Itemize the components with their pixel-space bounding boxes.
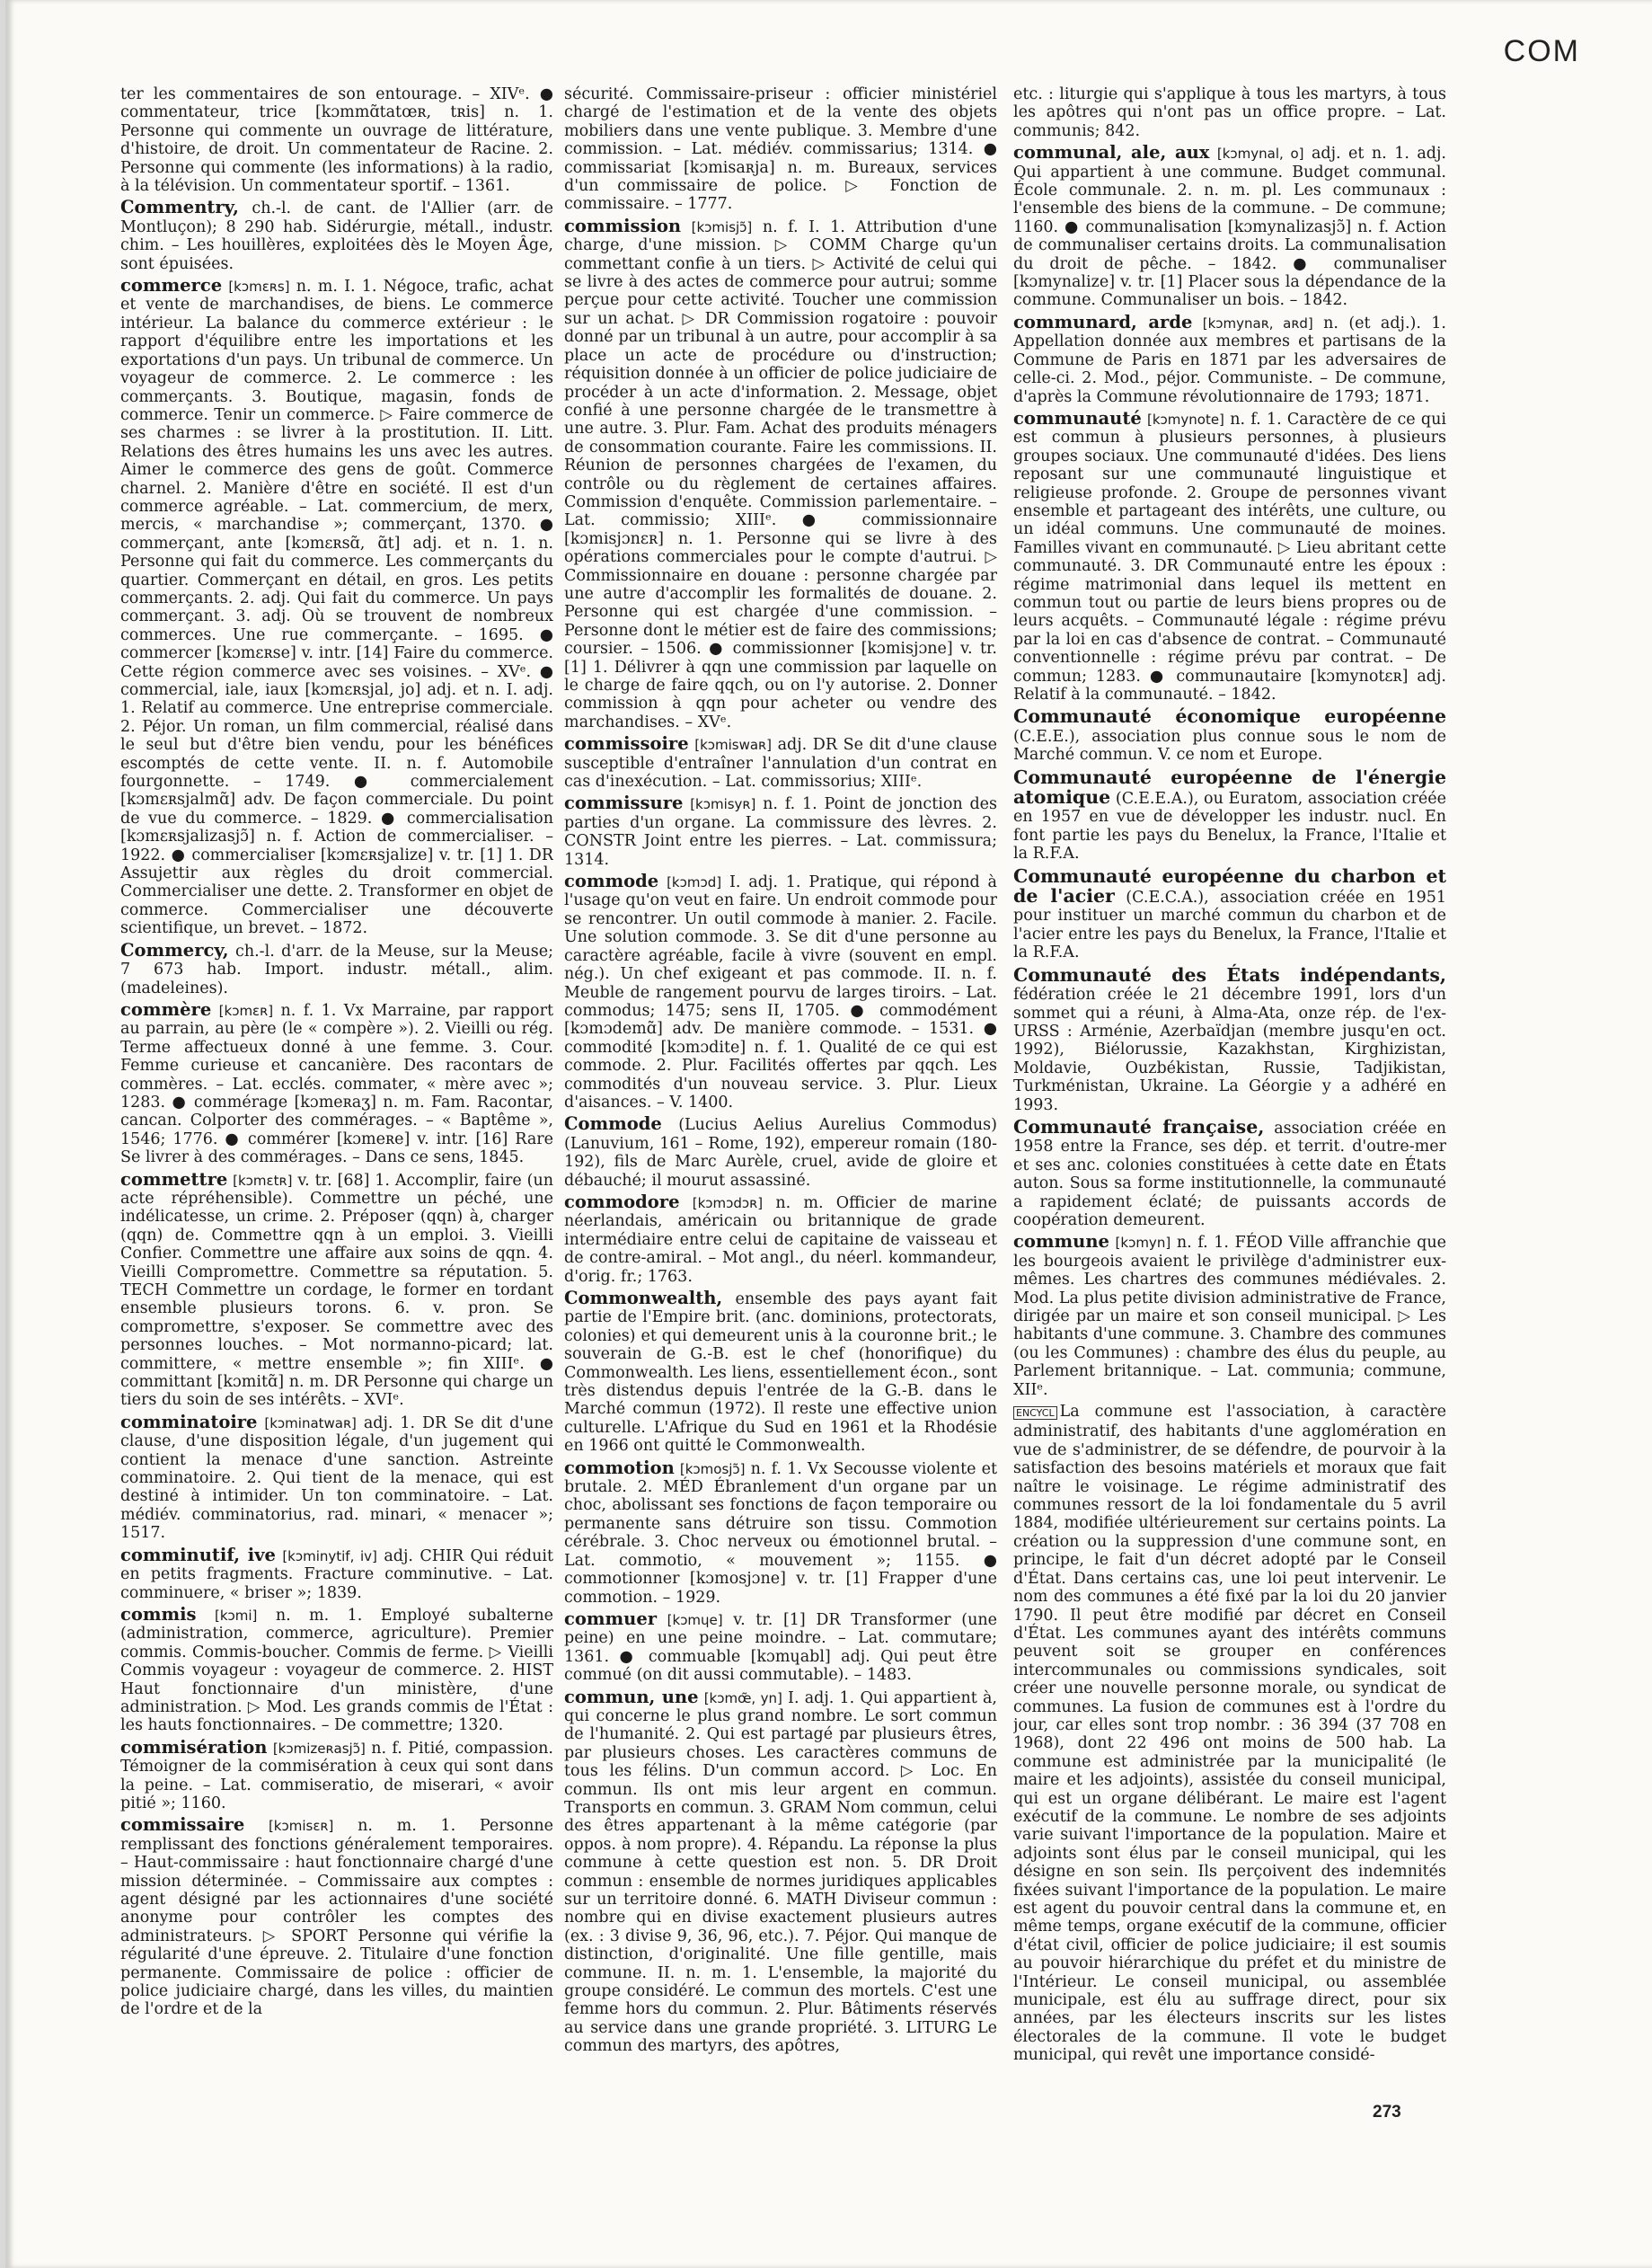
dictionary-entry [1013,864,1446,962]
entry-definition: ch.-l. d'arr. de la Meuse, sur la Meuse; 7 673 hab. Import. industr. métall., alim. (madeleines). [120,942,553,997]
dictionary-entry [564,1610,997,1685]
entry-headword: Commonwealth, [564,1288,723,1308]
dictionary-entry [1013,1115,1446,1229]
entry-headword: commissaire [120,1814,245,1836]
entry-definition: v. tr. [1] DR Transformer (une peine) en une peine moindre. – Lat. commutare; 1361. ● commuable [kɔmɥabl] adj. Qui peut être commué (on dit aussi commutable). – 1483. [564,1610,997,1685]
entry-definition: n. f. 1. FÉOD Ville affranchie que les bourgeois avaient le privilège d'administrer eux-mêmes. Les chartres des communes médiévales. 2. Mod. La plus petite division administrative de France, dirigée par un maire et son conseil municipal. ▷ Les habitants d'une commune. 3. Chambre des communes (ou les Communes) : chambre des élus du peuple, au Parlement britannique. – Lat. communia; commune, XIIᵉ. [1013,1234,1446,1399]
entry-headword: Commentry, [120,197,239,218]
dictionary-entry [1013,1403,1446,2065]
entry-definition: (Lucius Aelius Aurelius Commodus) (Lanuvium, 161 – Rome, 192), empereur romain (180-192), fils de Marc Aurèle, cruel, avide de gloire et débauché; il mourut assassiné. [564,1116,997,1190]
entry-headword: commissure [564,793,684,814]
entry-pronunciation: [kɔmi] [214,1607,258,1624]
entry-headword: commissoire [564,733,689,755]
entry-headword: commission [564,215,682,236]
dictionary-entry [120,1736,553,1813]
entry-headword: commettre [120,1168,228,1190]
entry-headword: Communauté des États indépendants, [1013,963,1446,986]
dictionary-entry [120,1413,553,1543]
entry-headword: Communauté française, [1013,1115,1265,1138]
entry-headword: comminutif, ive [120,1544,276,1565]
entry-definition: I. adj. 1. Qui appartient à, qui concerne le plus grand nombre. Le sort commun de l'humanité. 2. Qui est partagé par plusieurs êtres, par plusieurs choses. Les caractères communs de tous les félins. D'un commun accord. ▷ Loc. En commun. Ils ont mis leur argent en commun. Transports en commun. 3. GRAM Nom commun, celui des êtres appartenant à la même catégorie (par oppos. à nom propre). 4. Répandu. La réponse la plus commune à cette question est non. 5. DR Droit commun : ensemble de normes juridiques applicables sur un territoire donné. 6. MATH Diviseur commun : nombre qui en divise exactement plusieurs autres (ex. : 3 divise 9, 36, 96, etc.). 7. Péjor. Qui manque de distinction, d'originalité. Une fille gentille, mais commune. II. n. m. 1. L'ensemble, la majorité du groupe considéré. Le commun des mortels. C'est une femme hors du commun. 2. Plur. Bâtiments réservés au service dans une grande propriété. 3. LITURG Le commun des martyrs, des apôtres, [564,1688,997,2056]
entry-definition: n. f. 1. Vx Marraine, par rapport au parrain, au père (le « compère »). 2. Vieilli ou rég. Terme affectueux donné à une femme. 3. Cour. Femme curieuse et cancanière. Des racontars de commères. – Lat. ecclés. commater, « mère avec »; 1283. ● commérage [kɔmeʀaʒ] n. m. Fam. Racontar, cancan. Colporter des commérages. – « Baptême », 1546; 1776. ● commérer [kɔmeʀe] v. intr. [16] Rare Se livrer à des commérages. – Dans ce sens, 1845. [120,1001,553,1167]
dictionary-entry [1013,768,1446,864]
entry-pronunciation: [kɔmynote] [1147,411,1224,428]
dictionary-entry [120,1168,553,1410]
entry-definition: etc. : liturgie qui s'applique à tous les martyrs, à tous les apôtres qui n'ont pas un office propre. – Lat. communis; 842. [1013,85,1446,140]
entry-pronunciation: [kɔmosjɔ̃] [679,1460,746,1477]
entry-pronunciation: [kɔmisɛʀ] [268,1818,334,1835]
dictionary-entry [1013,963,1446,1114]
entry-definition: adj. DR Se dit d'une clause susceptible d'entraîner l'annulation d'un contrat en cas d'inexécution. – Lat. commissorius; XIIIᵉ. [564,736,997,792]
entry-definition: adj. 1. DR Se dit d'une clause, d'une disposition légale, d'un jugement qui contient la menace d'une sanction. Astreinte comminatoire. 2. Qui tient de la menace, qui est destiné à intimider. Un ton comminatoire. – Lat. médiév. comminatorius, rad. minari, « menacer »; 1517. [120,1413,553,1543]
dictionary-entry [120,1603,553,1735]
entry-headword: commuer [564,1608,658,1629]
entry-definition: adj. CHIR Qui réduit en petits fragments. Fracture comminutive. – Lat. comminuere, « briser »; 1839. [120,1546,553,1602]
dictionary-entry [564,217,997,731]
entry-headword: comminatoire [120,1411,258,1432]
dictionary-entry [1013,144,1446,310]
dictionary-entry [120,277,553,938]
dictionary-entry [564,1688,997,2056]
entry-pronunciation: [kɔmɔd] [667,874,722,891]
entry-headword: Communauté européenne du charbon et de l'acier [1013,864,1446,908]
dictionary-entry [564,1289,997,1456]
dictionary-entry [120,199,553,273]
dictionary-entry [564,1115,997,1190]
page-number: 273 [1373,2103,1401,2122]
entry-pronunciation: [kɔmisjɔ̃] [691,218,753,235]
dictionary-entry [120,1816,553,2018]
entry-headword: commun, une [564,1686,699,1707]
entry-definition: n. f. 1. Vx Secousse violente et brutale. 2. MÉD Ébranlement d'un organe par un choc, abolissant ses fonctions de façon temporaire ou permanente sans détruire son tissu. Commotion cérébrale. 3. Choc nerveux ou émotionnel brutal. – Lat. commotio, « mouvement »; 1155. ● commotionner [kɔmosjɔne] v. tr. [1] Frapper d'une commotion. – 1929. [564,1459,997,1607]
dictionary-entry [564,735,997,791]
entry-definition: ter les commentaires de son entourage. – XIVᵉ. ● commentateur, trice [kɔmmɑ̃tatœʀ, tʀis] n. 1. Personne qui commente un ouvrage de littérature, d'histoire, de droit. Un commentateur de Racine. 2. Personne qui commente (les informations) à la radio, à la télévision. Un commentateur sportif. – 1361. [120,85,553,196]
entry-pronunciation: [kɔmiswaʀ] [694,737,772,754]
dictionary-entry [564,1193,997,1286]
entry-headword: communauté [1013,407,1142,429]
entry-pronunciation: [kɔmyn] [1115,1235,1171,1252]
column-3 [1013,85,1446,2161]
entry-definition: (C.E.C.A.), association créée en 1951 pour instituer un marché commun du charbon et de l'acier entre les pays du Benelux, la France, l'Italie et la R.F.A. [1013,889,1446,962]
entry-headword: commodore [564,1191,680,1212]
entry-pronunciation: [kɔmɛʀs] [228,279,290,296]
entry-definition: n. m. Officier de marine néerlandais, américain ou britannique de grade intermédiaire entre celui de capitaine de vaisseau et de contre-amiral. – Mot angl., du néerl. kommandeur, d'orig. fr.; 1763. [564,1193,997,1286]
dictionary-entry [1013,707,1446,764]
entry-definition: fédération créée le 21 décembre 1991, lors d'un sommet qui a réuni, à Alma-Ata, onze rép. de l'ex-URSS : Arménie, Azerbaïdjan (membre jusqu'en oct. 1992), Biélorussie, Kazakhstan, Kirghizistan, Moldavie, Ouzbékistan, Russie, Tadjikistan, Turkménistan, Ukraine. La Géorgie y a adhéré en 1993. [1013,986,1446,1114]
dictionary-entry [1013,407,1446,704]
entry-headword: commerce [120,275,223,297]
entry-definition: n. m. 1. Personne remplissant des fonctions généralement temporaires. – Haut-commissaire : haut fonctionnaire chargé d'une mission déterminée. – Commissaire aux comptes : agent désigné par les actionnaires d'une société anonyme pour contrôler les comptes des administrateurs. ▷ SPORT Personne qui vérifie la régularité d'une épreuve. 2. Titulaire d'une fonction permanente. Commissaire de police : officier de police judiciaire chargé, dans les villes, du maintien de l'ordre et de la [120,1817,553,2019]
entry-headword: commune [1013,1231,1109,1253]
entry-definition: adj. et n. 1. adj. Qui appartient à une commune. Budget communal. École communale. 2. n. m. pl. Les communaux : l'ensemble des biens de la commune. – De commune; 1160. ● communalisation [kɔmynalizasjɔ̃] n. f. Action de communaliser certains droits. La communalisation du droit de pêche. – 1842. ● communaliser [kɔmynalize] v. tr. [1] Placer sous la dépendance de la commune. Communaliser un bois. – 1842. [1013,145,1446,310]
entry-headword: commisération [120,1736,268,1758]
dictionary-entry [120,85,553,195]
entry-pronunciation: [kɔmœ̃, yn] [703,1689,782,1706]
dictionary-entry [1013,1233,1446,1399]
encyclopedia-marker: ENCYCL [1013,1406,1057,1420]
entry-pronunciation: [kɔmɥe] [667,1611,723,1628]
entry-definition: n. (et adj.). 1. Appellation donnée aux membres et partisans de la Commune de Paris en 1871 par les adversaires de celle-ci. 2. Mod., péjor. Communiste. – De commune, d'après la Commune révolutionnaire de 1793; 1871. [1013,314,1446,406]
entry-headword: commère [120,998,212,1020]
dictionary-entry [1013,85,1446,140]
entry-definition: sécurité. Commissaire-priseur : officier ministériel chargé de l'estimation et de la vente des objets mobiliers dans une vente publique. 3. Membre d'une commission. – Lat. médiév. commissarius; 1314. ● commissariat [kɔmisaʀja] n. m. Bureaux, services d'un commissaire de police. ▷ Fonction de commissaire. – 1777. [564,85,997,214]
entry-definition: (C.E.E.), association plus connue sous le nom de Marché commun. V. ce nom et Europe. [1013,727,1446,765]
dictionary-entry [1013,311,1446,406]
entry-definition: n. f. I. 1. Attribution d'une charge, d'une mission. ▷ COMM Charge qu'un commettant confie à un tiers. ▷ Activité de celui qui se livre à des actes de commerce pour autrui; somme perçue pour cette activité. Toucher une commission sur un achat. ▷ DR Commission rogatoire : pouvoir donné par un tribunal à un autre, pour accomplir à sa place un acte de procédure ou d'instruction; réquisition donnée à un officier de police judiciaire de procéder à un acte d'information. 2. Message, objet confié à une personne chargée de le transmettre à une autre. 3. Plur. Fam. Achat des produits ménagers de consommation courante. Faire les commissions. II. Réunion de personnes chargées de l'examen, du contrôle ou du règlement de certaines affaires. Commission d'enquête. Commission parlementaire. – Lat. commissio; XIIIᵉ. ● commissionnaire [kɔmisjɔnɛʀ] n. 1. Personne qui se livre à des opérations commerciales pour le compte d'autrui. ▷ Commissionnaire en douane : personne chargée par une autre d'accomplir les formalités de douane. 2. Personne qui est chargée d'une commission. – Personne dont le métier est de faire des commissions; coursier. – 1506. ● commissionner [kɔmisjɔne] v. tr. [1] 1. Délivrer à qqn une commission par laquelle on le charge de faire qqch, ou on l'y autorise. 2. Donner commission à qqn pour acheter ou vendre des marchandises. – XVᵉ. [564,217,997,731]
entry-pronunciation: [kɔmizeʀasjɔ̃] [272,1740,366,1757]
entry-definition: n. f. 1. Caractère de ce qui est commun à plusieurs personnes, à plusieurs groupes sociaux. Une communauté d'idées. Des liens reposant sur une communauté linguistique et religieuse profonde. 2. Groupe de personnes vivant ensemble et partageant des intérêts, une culture, ou un idéal communs. Une communauté de moines. Familles vivant en communauté. ▷ Lieu abritant cette communauté. 3. DR Communauté entre les époux : régime matrimonial dans lequel ils mettent en commun tout ou partie de leurs biens propres ou de leurs acquêts. – Communauté légale : régime prévu par la loi en cas d'absence de contrat. – Communauté conventionnelle : régime prévu par contrat. – De commun; 1283. ● communautaire [kɔmynotɛʀ] adj. Relatif à la communauté. – 1842. [1013,410,1446,704]
guide-word: COM [1503,34,1580,68]
entry-definition: La commune est l'association, à caractère administratif, des habitants d'une agglomération en vue de s'administrer, de se défendre, de pourvoir à la satisfaction des besoins matériels et moraux que fait naître le voisinage. Le régime administratif des communes ressort de la loi fondamentale du 5 avril 1884, modifiée ultérieurement sur certains points. La création ou la suppression d'une commune sont, en principe, le fait d'un décret adopté par le Conseil d'État. Dans certains cas, une loi peut intervenir. Le nom des communes a été fixé par la loi du 20 janvier 1790. Il peut être modifié par décret en Conseil d'État. Les communes ayant des intérêts communs peuvent soit se grouper en conférences intercommunales ou commissions syndicales, soit créer une nouvelle personne morale, ou syndicat de communes. La fusion de communes est à l'ordre du jour, car elles sont trop nombr. : 36 394 (37 708 en 1968), dont 22 496 ont moins de 500 hab. La commune est administrée par la municipalité (le maire et les adjoints), assistée du conseil municipal, qui est un organe délibérant. Le maire est l'agent exécutif de la commune. Le nombre de ses adjoints varie suivant l'importance de la population. Maire et adjoints sont élus par le conseil municipal, qui les désigne en son sein. Ils perçoivent des indemnités fixées suivant l'importance de la population. Le maire est agent du pouvoir central dans la commune et, en même temps, organe exécutif de la commune, officier d'état civil, officier de police judiciaire; il est soumis au pouvoir hiérarchique du préfet et du ministre de l'Intérieur. Le conseil municipal, ou assemblée municipale, est élu au suffrage direct, pour six années, par les électeurs inscrits sur les listes électorales de la commune. Il vote le budget municipal, qui revêt une importance considé- [1013,1403,1446,2065]
entry-headword: Communauté économique européenne [1013,705,1446,728]
dictionary-entry [120,939,553,997]
entry-pronunciation: [kɔmynaʀ, aʀd] [1202,315,1313,332]
entry-headword: commis [120,1603,197,1625]
entry-definition: association créée en 1958 entre la France, ses dép. et territ. d'outre-mer et ses anc. colonies constituées à cette date en États auton. Sous sa forme institutionnelle, la communauté a rapidement éclaté; de puissants accords de coopération demeurent. [1013,1119,1446,1229]
entry-definition: v. tr. [68] 1. Accomplir, faire (un acte répréhensible). Commettre un péché, une indélicatesse, un crime. 2. Préposer (qqn) à, charger (qqn) de. Commettre qqn à un emploi. 3. Vieilli Confier. Commettre une affaire aux soins de qqn. 4. Vieilli Compromettre. Commettre sa réputation. 5. TECH Commettre un cordage, le former en tordant ensemble plusieurs torons. 6. v. pron. Se compromettre, s'exposer. Se commettre avec des personnes louches. – Mot normanno-picard; lat. committere, « mettre ensemble »; fin XIIIᵉ. ● committant [kɔmitɑ̃] n. m. DR Personne qui charge un tiers du soin de ses intérêts. – XVIᵉ. [120,1171,553,1410]
entry-headword: Commercy, [120,939,229,961]
column-1 [120,85,553,2161]
dictionary-entry [120,1546,553,1602]
dictionary-entry [564,794,997,869]
entry-pronunciation: [kɔmɛʀ] [218,1002,274,1019]
column-2 [564,85,997,2161]
entry-definition: ensemble des pays ayant fait partie de l'Empire brit. (anc. dominions, protectorats, colonies) et qui demeurent unis à la couronne brit.; le souverain de G.-B. est le chef (honorifique) du Commonwealth. Les liens, essentiellement écon., sont très distendus depuis l'entrée de la G.-B. dans le Marché commun (1972). Il reste une effective union culturelle. L'Afrique du Sud en 1961 et la Rhodésie en 1966 ont quitté le Commonwealth. [564,1290,997,1456]
entry-definition: n. f. 1. Point de jonction des parties d'un organe. La commissure des lèvres. 2. CONSTR Joint entre les pierres. – Lat. commissura; 1314. [564,795,997,869]
entry-headword: commode [564,871,659,892]
entry-pronunciation: [kɔminytif, iv] [282,1547,377,1564]
entry-definition: n. f. Pitié, compassion. Témoigner de la commisération à ceux qui sont dans la peine. – Lat. commiseratio, de miserari, « avoir pitié »; 1160. [120,1739,553,1812]
entry-headword: Communauté européenne de l'énergie atomique [1013,766,1446,809]
entry-pronunciation: [kɔmisyʀ] [690,796,756,813]
entry-headword: communard, arde [1013,311,1193,332]
entry-headword: communal, ale, aux [1013,142,1210,164]
entry-pronunciation: [kɔmɔdɔʀ] [692,1194,764,1211]
dictionary-entry [564,85,997,214]
entry-definition: n. m. I. 1. Négoce, trafic, achat et vente de marchandises, de biens. Le commerce intérieur. La balance du commerce extérieur : le rapport d'équilibre entre les importations et les exportations d'un pays. Un tribunal de commerce. Un voyageur de commerce. 2. Le commerce : les commerçants. 3. Boutique, magasin, fonds de commerce. Tenir un commerce. ▷ Faire commerce de ses charmes : se livrer à la prostitution. II. Litt. Relations des êtres humains les uns avec les autres. Aimer le commerce des gens de goût. Commerce charnel. 2. Manière d'être en société. Il est d'un commerce agréable. – Lat. commercium, de merx, mercis, « marchandise »; commerçant, 1370. ● commerçant, ante [kɔmɛʀsɑ̃, ɑ̃t] adj. et n. 1. n. Personne qui fait du commerce. Les commerçants du quartier. Commerçant en détail, en gros. Les petits commerçants. 2. adj. Qui fait du commerce. Un pays commerçant. 3. adj. Où se trouvent de nombreux commerces. Une rue commerçante. – 1695. ● commercer [kɔmɛʀse] v. intr. [14] Faire du commerce. Cette région commerce avec ses voisines. – XVᵉ. ● commercial, iale, iaux [kɔmɛʀsjal, jo] adj. et n. I. adj. 1. Relatif au commerce. Une entreprise commerciale. 2. Péjor. Un roman, un film commercial, réalisé dans le seul but d'être bien vendu, pour les bénéfices escomptés de cette vente. II. n. f. Automobile fourgonnette. – 1749. ● commercialement [kɔmɛʀsjalmɑ̃] adv. De façon commerciale. Du point de vue du commerce. – 1829. ● commercialisation [kɔmɛʀsjalizasjɔ̃] n. f. Action de commercialiser. – 1922. ● commercialiser [kɔmɛʀsjalize] v. tr. [1] 1. DR Assujettir aux règles du droit commercial. Commercialiser une dette. 2. Transformer en objet de commerce. Commercialiser une découverte scientifique, un brevet. – 1872. [120,278,553,938]
entry-pronunciation: [kɔminatwaʀ] [264,1414,357,1431]
entry-definition: n. m. 1. Employé subalterne (administration, commerce, agriculture). Premier commis. Commis-boucher. Commis de ferme. ▷ Vieilli Commis voyageur : voyageur de commerce. 2. HIST Haut fonctionnaire d'un ministère, d'une administration. ▷ Mod. Les grands commis de l'État : les hauts fonctionnaires. – De commettre; 1320. [120,1606,553,1735]
entry-definition: I. adj. 1. Pratique, qui répond à l'usage qu'on veut en faire. Un endroit commode pour se rencontrer. Un outil commode à manier. 2. Facile. Une solution commode. 3. Se dit d'une personne au caractère agréable, facile à vivre (souvent en empl. nég.). Un chef exigeant et pas commode. II. n. f. Meuble de rangement pourvu de larges tiroirs. – Lat. commodus; 1475; sens II, 1705. ● commodément [kɔmɔdemɑ̃] adv. De manière commode. – 1531. ● commodité [kɔmɔdite] n. f. 1. Qualité de ce qui est commode. 2. Plur. Facilités offertes par qqch. Les commodités d'un nouveau service. 3. Plur. Lieux d'aisances. – V. 1400. [564,873,997,1112]
entry-headword: Commode [564,1113,662,1135]
dictionary-entry [120,998,553,1167]
entry-headword: commotion [564,1457,675,1478]
dictionary-entry [564,873,997,1112]
dictionary-entry [564,1459,997,1607]
entry-pronunciation: [kɔmɛtʀ] [233,1172,293,1189]
entry-definition: ch.-l. de cant. de l'Allier (arr. de Montluçon); 8 290 hab. Sidérurgie, métall., industr. chim. – Les houillères, exploitées dès le Moyen Âge, sont épuisées. [120,199,553,273]
dictionary-page [5,0,1652,2268]
entry-definition: (C.E.E.A.), ou Euratom, association créée en 1957 en vue de développer les industr. nucl. En font partie les pays du Benelux, la France, l'Italie et la R.F.A. [1013,790,1446,864]
entry-pronunciation: [kɔmynal, o] [1216,146,1304,163]
